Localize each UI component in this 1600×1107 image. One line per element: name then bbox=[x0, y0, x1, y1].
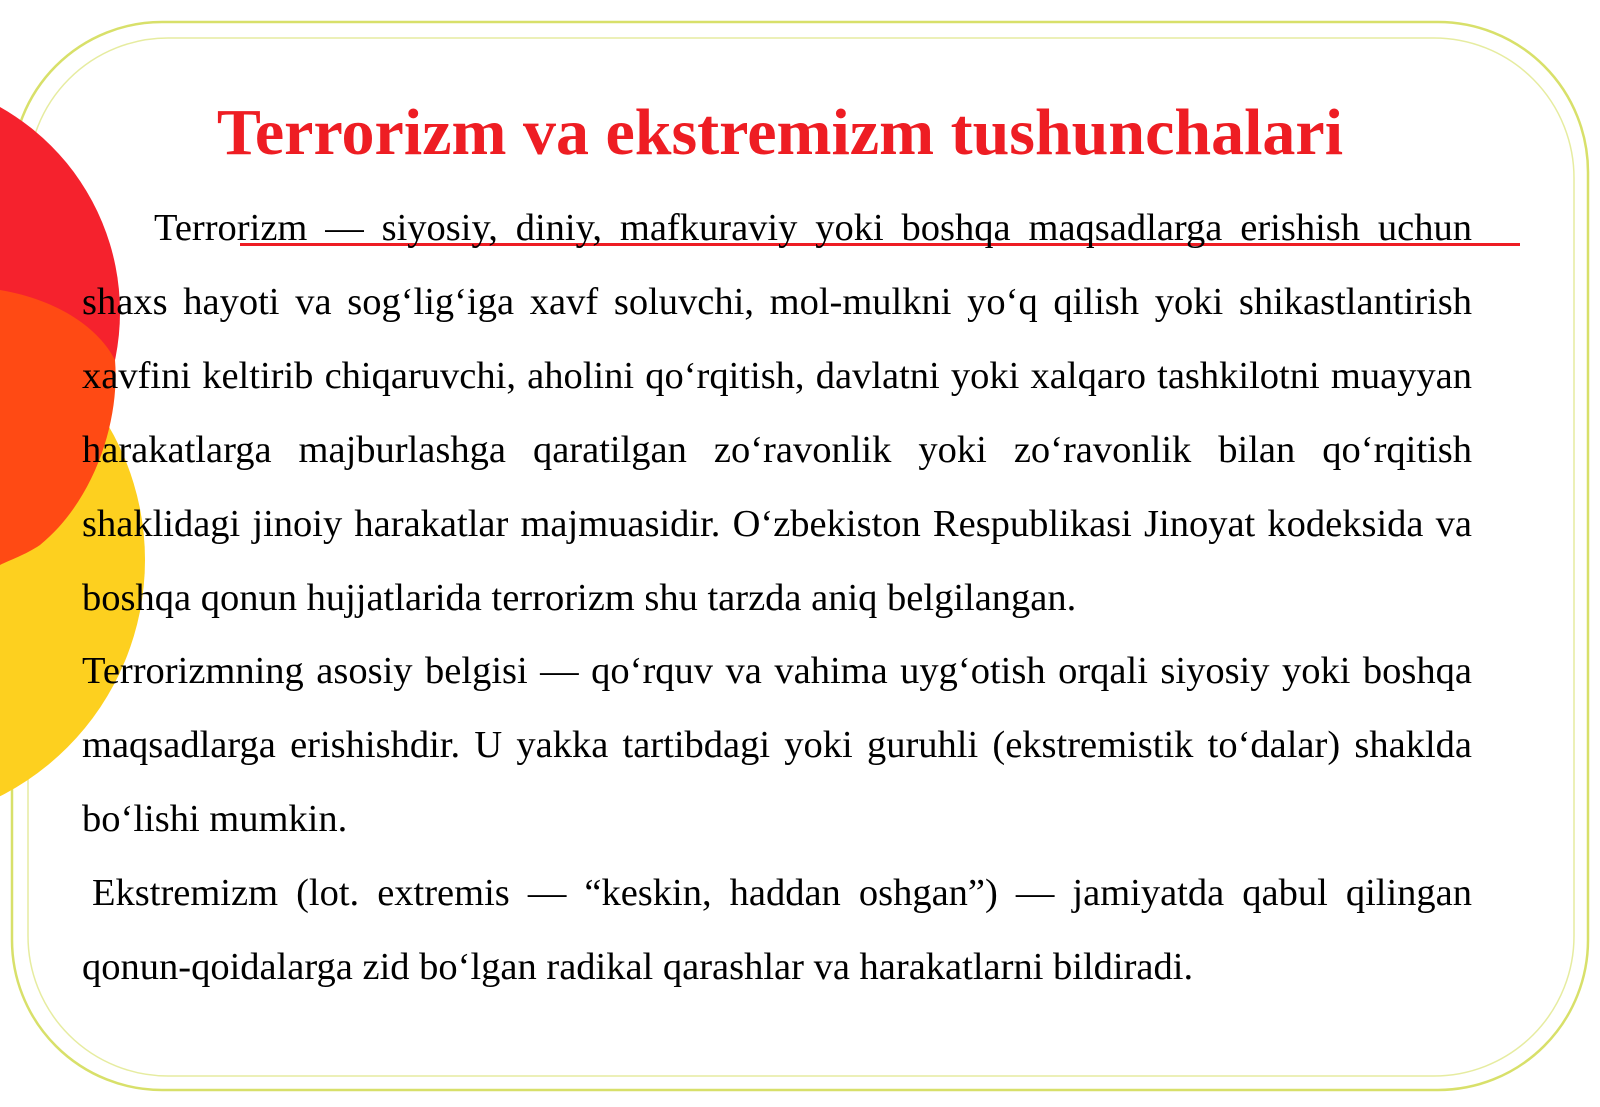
paragraph-terrorizm-sign: Terrorizmning asosiy belgisi — qo‘rquv va vahima uyg‘otish orqali siyosiy yoki boshqa maqsadlarga erishishdir. U yakka tartibdagi yoki guruhli (ekstremistik to‘dalar) shaklda bo‘lishi mumkin. bbox=[82, 650, 1472, 841]
paragraph-ekstremizm-definition: Ekstremizm (lot. extremis — “keskin, haddan oshgan”) — jamiyatda qabul qilingan qonun-qoidalarga zid bo‘lgan radikal qarashlar va harakatlarni bildiradi. bbox=[82, 872, 1472, 989]
slide-title: Terrorizm va ekstremizm tushunchalari bbox=[216, 96, 1344, 169]
body-text bbox=[82, 192, 1472, 1005]
paragraph-terrorizm-definition: Terrorizm — siyosiy, diniy, mafkuraviy yoki boshqa maqsadlarga erishish uchun shaxs hayoti va sog‘lig‘iga xavf soluvchi, mol-mulkni yo‘q qilish yoki shikastlantirish xavfini keltirib chiqaruvchi, aholini qo‘rqitish, davlatni yoki xalqaro tashkilotni muayyan harakatlarga majburlashga qaratilgan zo‘ravonlik yoki zo‘ravonlik bilan qo‘rqitish shaklidagi jinoiy harakatlar majmuasidir. O‘zbekiston Respublikasi Jinoyat kodeksida va boshqa qonun hujjatlarida terrorizm shu tarzda aniq belgilangan. bbox=[82, 207, 1472, 619]
